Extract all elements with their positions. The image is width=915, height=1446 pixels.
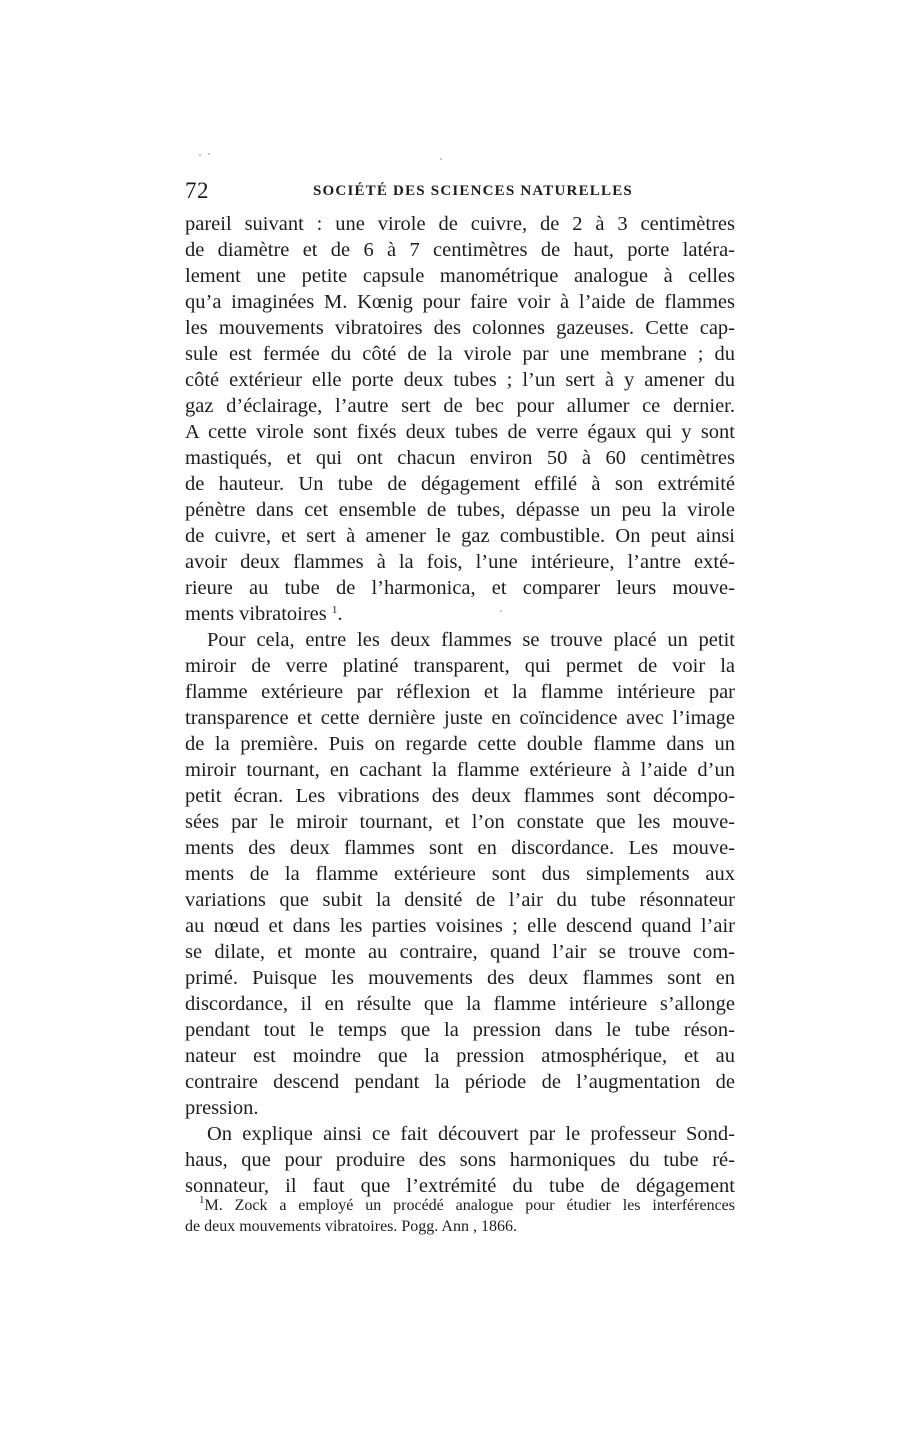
text-line: ments des deux flammes sont en discordance. Les mouve- <box>185 837 735 859</box>
paper-speck <box>208 153 210 155</box>
text-line: de hauteur. Un tube de dégagement effilé à son extrémité <box>185 473 735 495</box>
sentence-end: . <box>337 603 343 625</box>
text-line: avoir deux flammes à la fois, l’une intérieure, l’antre exté- <box>185 551 735 573</box>
text-line: qu’a imaginées M. Kœnig pour faire voir à l’aide de flammes <box>185 291 735 313</box>
text-line: flamme extérieure par réflexion et la flamme intérieure par <box>185 681 735 703</box>
text-line: petit écran. Les vibrations des deux flammes sont décompo- <box>185 785 735 807</box>
text-line: A cette virole sont fixés deux tubes de verre égaux qui y sont <box>185 421 735 443</box>
text-line: haus, que pour produire des sons harmoniques du tube ré- <box>185 1149 735 1171</box>
text-line-content: ments vibratoires <box>185 603 327 625</box>
text-line: discordance, il en résulte que la flamme intérieure s’allonge <box>185 993 735 1015</box>
text-line: pénètre dans cet ensemble de tubes, dépasse un peu la virole <box>185 499 735 521</box>
paper-speck <box>500 610 502 612</box>
paragraph-start-line: Pour cela, entre les deux flammes se trouve placé un petit <box>207 629 735 651</box>
running-head: SOCIÉTÉ DES SCIENCES NATURELLES <box>313 183 633 199</box>
text-line: pendant tout le temps que la pression dans le tube réson- <box>185 1019 735 1041</box>
text-line: de la première. Puis on regarde cette double flamme dans un <box>185 733 735 755</box>
text-line: transparence et cette dernière juste en coïncidence avec l’image <box>185 707 735 729</box>
text-line: contraire descend pendant la période de l’augmentation de <box>185 1071 735 1093</box>
paper-speck <box>199 154 201 156</box>
text-line: gaz d’éclairage, l’autre sert de bec pour allumer ce dernier. <box>185 395 735 417</box>
body-text <box>185 211 735 1199</box>
paragraph-start-line: On explique ainsi ce fait découvert par le professeur Sond- <box>207 1123 735 1145</box>
text-line: sonnateur, il faut que l’extrémité du tube de dégagement <box>185 1175 735 1197</box>
text-line: nateur est moindre que la pression atmosphérique, et au <box>185 1045 735 1067</box>
text-line: primé. Puisque les mouvements des deux flammes sont en <box>185 967 735 989</box>
footnote-reference: 1 <box>331 604 338 616</box>
text-line: de cuivre, et sert à amener le gaz combustible. On peut ainsi <box>185 525 735 547</box>
footnote <box>185 1195 735 1237</box>
footnote-line: de deux mouvements vibratoires. Pogg. Ann , 1866. <box>185 1218 517 1235</box>
text-line: miroir de verre platiné transparent, qui permet de voir la <box>185 655 735 677</box>
text-line: se dilate, et monte au contraire, quand l’air se trouve com- <box>185 941 735 963</box>
text-line: côté extérieur elle porte deux tubes ; l’un sert à y amener du <box>185 369 735 391</box>
page-header <box>185 178 735 208</box>
text-line: les mouvements vibratoires des colonnes gazeuses. Cette cap- <box>185 317 735 339</box>
text-line: ments de la flamme extérieure sont dus simplements aux <box>185 863 735 885</box>
footnote-line <box>185 1195 735 1216</box>
text-line-with-footnote-ref <box>185 601 735 627</box>
text-line: pareil suivant : une virole de cuivre, de 2 à 3 centimètres <box>185 213 735 235</box>
text-line: mastiqués, et qui ont chacun environ 50 à 60 centimètres <box>185 447 735 469</box>
text-line: miroir tournant, en cachant la flamme extérieure à l’aide d’un <box>185 759 735 781</box>
text-line: sule est fermée du côté de la virole par une membrane ; du <box>185 343 735 365</box>
text-line: pression. <box>185 1097 259 1119</box>
text-line: de diamètre et de 6 à 7 centimètres de haut, porte latéra- <box>185 239 735 261</box>
text-line: variations que subit la densité de l’air du tube résonnateur <box>185 889 735 911</box>
text-line: au nœud et dans les parties voisines ; elle descend quand l’air <box>185 915 735 937</box>
footnote-text: M. Zock a employé un procédé analogue pour étudier les interférences <box>204 1197 735 1214</box>
footnote-marker: 1 <box>199 1195 205 1206</box>
page-number: 72 <box>185 178 209 203</box>
text-line: lement une petite capsule manométrique analogue à celles <box>185 265 735 287</box>
paper-speck <box>440 158 442 160</box>
text-line: sées par le miroir tournant, et l’on constate que les mouve- <box>185 811 735 833</box>
text-line: rieure au tube de l’harmonica, et comparer leurs mouve- <box>185 577 735 599</box>
